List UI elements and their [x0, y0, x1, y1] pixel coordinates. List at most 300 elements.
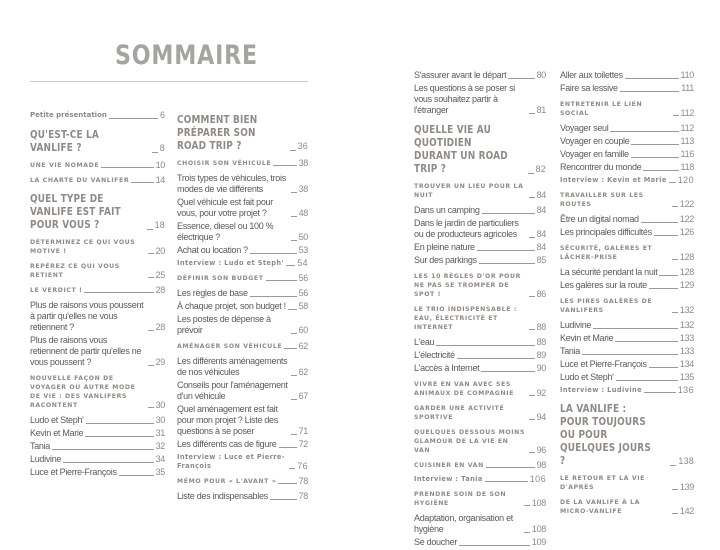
- toc-entry-title: À chaque projet, son budget !: [177, 301, 286, 311]
- toc-page-number: 48: [298, 208, 308, 218]
- leader-line: [631, 144, 678, 145]
- toc-page-number: 84: [536, 229, 546, 239]
- toc-entry-title: Luce et Pierre-François: [30, 467, 117, 477]
- toc-page-number: 110: [680, 70, 694, 80]
- toc-entry-title: L'électricité: [414, 350, 455, 360]
- leader-line: [86, 423, 154, 424]
- toc-page-number: 35: [155, 467, 165, 477]
- toc-entry: [560, 123, 694, 134]
- toc-page-number: 67: [298, 391, 308, 401]
- toc-page-number: 28: [155, 322, 165, 332]
- toc-entry-title: Dans le jardin de particuliers ou de producteurs agricoles: [414, 218, 519, 239]
- toc-entry-title: Interview : Tania: [414, 475, 483, 483]
- leader-line: [625, 78, 679, 79]
- toc-column-1: [30, 110, 165, 480]
- toc-entry: [414, 461, 546, 470]
- toc-page-number: 133: [679, 333, 694, 343]
- toc-entry-title: Les différents cas de figure: [177, 439, 277, 449]
- leader-line: [131, 182, 153, 183]
- toc-page-number: 58: [298, 301, 308, 311]
- toc-page-number: 122: [679, 199, 694, 209]
- toc-entry: [30, 193, 165, 232]
- toc-page-number: 126: [679, 227, 694, 237]
- toc-entry-title: S'assurer avant le départ: [414, 70, 507, 80]
- toc-entry-title: Interview : Ludivine: [560, 386, 642, 394]
- leader-line: [529, 237, 535, 238]
- toc-entry: [560, 297, 694, 315]
- toc-entry: [177, 173, 308, 195]
- toc-entry-title: Kevin et Marie: [30, 428, 84, 438]
- toc-entry-title: PRENDRE SOIN DE SON HYGIÈNE: [414, 491, 507, 507]
- toc-page-number: 90: [536, 363, 546, 373]
- toc-entry-title: Voyager seul: [560, 123, 609, 133]
- toc-page-number: 78: [298, 491, 308, 501]
- toc-page-number: 56: [298, 273, 308, 283]
- toc-page-number: 138: [678, 456, 694, 466]
- toc-entry-title: Être un digital nomad: [560, 214, 639, 224]
- toc-column-3: [414, 70, 546, 550]
- toc-entry: [414, 475, 546, 484]
- leader-line: [279, 447, 297, 448]
- leader-line: [266, 280, 297, 281]
- toc-entry: [560, 320, 694, 331]
- toc-page-number: 56: [298, 288, 308, 298]
- toc-entry-title: ENTRETENIR LE LIEN SOCIAL: [560, 101, 643, 117]
- toc-page-number: 84: [536, 205, 546, 215]
- toc-entry: [414, 513, 546, 535]
- toc-page-number: 60: [298, 325, 308, 335]
- leader-line: [459, 545, 530, 546]
- toc-page-number: 111: [681, 83, 694, 93]
- toc-entry-title: Interview : Luce et Pierre-François: [177, 453, 285, 470]
- toc-page-number: 132: [679, 320, 694, 330]
- toc-page-number: 78: [298, 476, 308, 486]
- toc-page-number: 112: [680, 108, 694, 118]
- toc-entry: [30, 161, 165, 170]
- toc-entry: [414, 124, 546, 176]
- toc-entry: [414, 218, 546, 240]
- leader-line: [479, 263, 535, 264]
- toc-entry-title: QU'EST-CE LA VANLIFE ?: [30, 129, 99, 154]
- toc-page-number: 122: [679, 214, 694, 224]
- leader-line: [529, 197, 535, 198]
- toc-entry: [414, 205, 546, 216]
- toc-page-number: 136: [677, 385, 694, 395]
- toc-page-number: 88: [536, 322, 546, 332]
- leader-line: [291, 216, 297, 217]
- toc-page-number: 88: [536, 337, 546, 347]
- toc-entry-title: Ludivine: [560, 320, 592, 330]
- title-divider: [30, 81, 308, 82]
- leader-line: [582, 354, 678, 355]
- toc-entry-title: VIVRE EN VAN AVEC SES ANIMAUX DE COMPAGNIE: [414, 381, 514, 397]
- toc-entry: [414, 404, 546, 422]
- leader-line: [148, 277, 154, 278]
- toc-entry: [30, 454, 165, 465]
- leader-line: [290, 150, 296, 151]
- leader-line: [673, 115, 679, 116]
- leader-line: [147, 229, 153, 230]
- toc-page-number: 82: [535, 164, 546, 174]
- toc-entry: [414, 363, 546, 374]
- toc-entry: [177, 221, 308, 243]
- toc-entry-title: CUISINER EN VAN: [414, 462, 484, 469]
- toc-entry: [177, 477, 308, 486]
- toc-entry-title: Plus de raisons vous retiennent de partir qu'elles ne vous poussent ?: [30, 335, 142, 367]
- toc-page-number: 34: [155, 454, 165, 464]
- toc-entry-title: Tania: [560, 346, 581, 356]
- toc-entry: [30, 300, 165, 333]
- toc-entry-title: QUELQUES DESSOUS MOINS GLAMOUR DE LA VIE EN VAN: [414, 429, 526, 454]
- toc-entry: [560, 359, 694, 370]
- toc-page-number: 32: [155, 441, 165, 451]
- toc-entry-title: Aller aux toilettes: [560, 70, 623, 80]
- leader-line: [101, 167, 153, 168]
- toc-page-number: 128: [679, 252, 694, 262]
- toc-entry-title: Conseils pour l'aménagement d'un véhicule: [177, 380, 288, 401]
- toc-page-number: 84: [536, 242, 546, 252]
- toc-entry: [560, 149, 694, 160]
- toc-entry-title: Se doucher: [414, 537, 458, 547]
- toc-page-number: 29: [155, 357, 165, 367]
- toc-entry: [560, 280, 694, 291]
- leader-line: [641, 222, 678, 223]
- toc-entry-title: La sécurité pendant la nuit: [560, 267, 658, 277]
- toc-page-number: 36: [297, 141, 308, 151]
- toc-entry: [30, 428, 165, 439]
- toc-page-number: 14: [155, 175, 165, 185]
- toc-entry-title: L'eau: [414, 337, 435, 347]
- toc-entry: [30, 129, 165, 155]
- leader-line: [436, 345, 534, 346]
- leader-line: [289, 468, 295, 469]
- toc-entry-title: REPÉREZ CE QUI VOUS RETIENT: [30, 263, 120, 279]
- toc-page-number: 18: [154, 220, 165, 230]
- leader-line: [486, 467, 535, 468]
- toc-entry: [560, 372, 694, 383]
- leader-line: [508, 78, 534, 79]
- toc-entry-title: Plus de raisons vous poussent à partir qu'elles ne vous retiennent ?: [30, 300, 144, 332]
- toc-entry: [560, 386, 694, 395]
- leader-line: [529, 329, 535, 330]
- toc-page-number: 129: [679, 280, 694, 290]
- toc-entry-title: AMÉNAGER SON VÉHICULE: [177, 343, 283, 350]
- toc-entry-title: LA VANLIFE : POUR TOUJOURS OU POUR QUELQUES JOURS ?: [560, 403, 651, 467]
- toc-page-number: 38: [298, 158, 308, 168]
- leader-line: [291, 333, 297, 334]
- toc-page-number: 133: [679, 346, 694, 356]
- toc-page-number: 38: [298, 184, 308, 194]
- toc-entry-title: COMMENT BIEN PRÉPARER SON ROAD TRIP ?: [177, 114, 258, 152]
- leader-line: [278, 483, 296, 484]
- toc-entry: [177, 114, 308, 153]
- toc-page-number: 25: [155, 270, 165, 280]
- toc-page-number: 8: [159, 143, 165, 153]
- leader-line: [482, 213, 535, 214]
- leader-line: [610, 131, 678, 132]
- toc-entry: [414, 490, 546, 508]
- toc-entry-title: Les postes de dépense à prévoir: [177, 314, 271, 335]
- toc-page-number: 112: [680, 123, 694, 133]
- toc-page-number: 128: [679, 267, 694, 277]
- toc-page-number: 84: [536, 190, 546, 200]
- toc-entry: [177, 274, 308, 283]
- toc-entry: [30, 176, 165, 185]
- toc-entry: [177, 356, 308, 378]
- toc-page-number: 31: [155, 428, 165, 438]
- toc-page-number: 30: [155, 400, 165, 410]
- toc-entry-title: Essence, diesel ou 100 % électrique ?: [177, 221, 274, 242]
- leader-line: [654, 235, 678, 236]
- leader-line: [593, 328, 678, 329]
- toc-entry-title: En pleine nature: [414, 242, 475, 252]
- toc-page-number: 54: [297, 258, 308, 268]
- toc-entry-title: Luce et Pierre-François: [560, 359, 647, 369]
- toc-entry: [177, 245, 308, 256]
- toc-entry: [30, 110, 165, 121]
- toc-page-number: 62: [298, 367, 308, 377]
- leader-line: [477, 250, 535, 251]
- toc-entry-title: TRAVAILLER SUR LES ROUTES: [560, 192, 644, 208]
- leader-line: [291, 434, 297, 435]
- toc-entry-title: Sur des parkings: [414, 255, 477, 265]
- toc-entry: [414, 305, 546, 332]
- toc-entry: [560, 136, 694, 147]
- toc-entry-title: QUELLE VIE AU QUOTIDIEN DURANT UN ROAD TRIP ?: [414, 124, 508, 175]
- toc-entry-title: L'accès à Internet: [414, 363, 480, 373]
- toc-entry-title: Rencontrer du monde: [560, 162, 642, 172]
- toc-entry: [560, 227, 694, 238]
- toc-entry-title: Dans un camping: [414, 205, 480, 215]
- toc-entry: [177, 404, 308, 437]
- leader-line: [288, 309, 297, 310]
- toc-page-number: 108: [531, 524, 546, 534]
- leader-line: [119, 475, 154, 476]
- leader-line: [481, 371, 534, 372]
- toc-entry-title: QUEL TYPE DE VANLIFE EST FAIT POUR VOUS ?: [30, 193, 121, 231]
- leader-line: [649, 367, 678, 368]
- toc-page-number: 94: [536, 412, 546, 422]
- leader-line: [529, 395, 535, 396]
- toc-entry-title: Les différents aménagements de nos véhicules: [177, 356, 288, 377]
- toc-entry-title: GARDER UNE ACTIVITÉ SPORTIVE: [414, 405, 505, 421]
- leader-line: [291, 240, 297, 241]
- toc-entry-title: Adaptation, organisation et hygiène: [414, 513, 513, 534]
- leader-line: [672, 513, 678, 514]
- toc-entry: [560, 100, 694, 118]
- leader-line: [109, 118, 158, 119]
- toc-entry: [560, 176, 694, 185]
- toc-entry: [30, 374, 165, 410]
- toc-page-number: 20: [155, 246, 165, 256]
- leader-line: [63, 462, 153, 463]
- toc-entry: [30, 467, 165, 478]
- toc-page-number: 53: [298, 245, 308, 255]
- leader-line: [286, 265, 295, 266]
- toc-entry-title: LES PIRES GALÈRES DE VANLIFERS: [560, 298, 653, 314]
- toc-entry-title: Quel aménagement est fait pour mon projet ? Liste des questions à se poser: [177, 404, 278, 436]
- leader-line: [84, 292, 153, 293]
- toc-entry: [177, 259, 308, 268]
- toc-page-number: 113: [680, 136, 694, 146]
- toc-entry: [560, 333, 694, 344]
- leader-line: [669, 182, 676, 183]
- toc-entry: [30, 238, 165, 256]
- leader-line: [616, 380, 678, 381]
- toc-entry-title: Les principales difficultés: [560, 227, 652, 237]
- toc-entry: [177, 314, 308, 336]
- leader-line: [291, 192, 297, 193]
- toc-entry-title: Les règles de base: [177, 288, 248, 298]
- toc-page-number: 50: [298, 232, 308, 242]
- toc-page-number: 134: [679, 359, 694, 369]
- toc-page-number: 139: [679, 482, 694, 492]
- toc-entry-title: Ludo et Steph': [560, 372, 614, 382]
- leader-line: [485, 481, 528, 482]
- leader-line: [524, 505, 530, 506]
- toc-page-number: 96: [536, 445, 546, 455]
- leader-line: [620, 91, 679, 92]
- toc-entry: [560, 244, 694, 262]
- leader-line: [148, 407, 154, 408]
- leader-line: [524, 532, 530, 533]
- toc-entry-title: Achat ou location ?: [177, 245, 248, 255]
- leader-line: [250, 296, 297, 297]
- toc-entry: [560, 191, 694, 209]
- leader-line: [291, 375, 297, 376]
- toc-entry: [414, 337, 546, 348]
- toc-page-number: 142: [679, 506, 694, 516]
- toc-entry-title: Ludo et Steph': [30, 415, 84, 425]
- toc-entry: [177, 439, 308, 450]
- toc-entry-title: Les questions à se poser si vous souhaitez partir à l'étranger: [414, 83, 515, 115]
- leader-line: [670, 465, 676, 466]
- toc-entry-title: MÉMO POUR « L'AVANT »: [177, 478, 277, 485]
- toc-page-number: 116: [680, 149, 694, 159]
- toc-page-number: 92: [536, 388, 546, 398]
- toc-entry-title: Faire sa lessive: [560, 83, 618, 93]
- toc-page-number: 6: [159, 110, 165, 120]
- toc-entry: [30, 335, 165, 368]
- toc-page-number: 118: [680, 162, 694, 172]
- leader-line: [284, 348, 296, 349]
- toc-page-number: 76: [297, 461, 308, 471]
- toc-entry: [177, 301, 308, 312]
- toc-entry: [30, 286, 165, 295]
- toc-page-number: 98: [536, 460, 546, 470]
- toc-entry-title: Trois types de véhicules, trois modes de vie différents: [177, 173, 286, 194]
- toc-page-number: 86: [536, 289, 546, 299]
- leader-line: [672, 206, 678, 207]
- toc-entry-title: LE VERDICT !: [30, 287, 83, 294]
- toc-entry: [414, 83, 546, 116]
- toc-entry-title: Petite présentation: [30, 111, 107, 119]
- toc-page-number: 108: [531, 498, 546, 508]
- page-title: SOMMAIRE: [115, 40, 258, 71]
- toc-entry-title: Voyager en couple: [560, 136, 630, 146]
- toc-entry-title: Voyager en famille: [560, 149, 629, 159]
- toc-entry-title: Interview : Ludo et Steph': [177, 259, 284, 267]
- toc-entry: [177, 380, 308, 402]
- toc-entry-title: Les galères sur la route: [560, 280, 647, 290]
- toc-entry: [177, 288, 308, 299]
- toc-entry: [177, 197, 308, 219]
- leader-line: [52, 449, 154, 450]
- toc-entry-title: Kevin et Marie: [560, 333, 614, 343]
- toc-page-number: 135: [679, 372, 694, 382]
- leader-line: [672, 489, 678, 490]
- toc-page-number: 106: [529, 474, 546, 484]
- toc-entry: [177, 159, 308, 168]
- toc-column-4: [560, 70, 694, 521]
- leader-line: [643, 170, 678, 171]
- toc-entry: [414, 182, 546, 200]
- toc-page-number: 85: [536, 255, 546, 265]
- toc-entry-title: NOUVELLE FAÇON DE VOYAGER OU AUTRE MODE DE VIE : DES VANLIFERS RACONTENT: [30, 375, 136, 409]
- toc-entry: [560, 498, 694, 516]
- leader-line: [644, 392, 676, 393]
- toc-entry-title: LES 10 RÈGLES D'OR POUR NE PAS SE TROMPER DE SPOT !: [414, 273, 521, 298]
- toc-column-2: [177, 106, 308, 504]
- toc-entry-title: LE TRIO INDISPENSABLE : EAU, ÉLECTRICITÉ ET INTERNET: [414, 306, 517, 331]
- toc-entry-title: UNE VIE NOMADE: [30, 162, 100, 169]
- toc-entry: [177, 491, 308, 502]
- toc-page-number: 72: [298, 439, 308, 449]
- leader-line: [270, 499, 297, 500]
- toc-page-number: 28: [155, 285, 165, 295]
- toc-page-number: 120: [677, 175, 694, 185]
- leader-line: [649, 288, 678, 289]
- toc-entry-title: Interview : Kevin et Marie: [560, 176, 667, 184]
- leader-line: [85, 436, 153, 437]
- leader-line: [152, 152, 158, 153]
- toc-entry: [560, 267, 694, 278]
- toc-entry: [414, 272, 546, 299]
- leader-line: [529, 113, 535, 114]
- leader-line: [148, 365, 154, 366]
- leader-line: [291, 399, 297, 400]
- toc-entry-title: DÉTERMINEZ CE QUI VOUS MOTIVE !: [30, 239, 136, 255]
- toc-entry-title: TROUVER UN LIEU POUR LA NUIT: [414, 183, 524, 199]
- leader-line: [672, 259, 678, 260]
- toc-entry-title: Ludivine: [30, 454, 62, 464]
- toc-entry-title: LE RETOUR ET LA VIE D'APRÈS: [560, 475, 645, 491]
- leader-line: [273, 165, 296, 166]
- leader-line: [631, 157, 679, 158]
- toc-entry-title: Tania: [30, 441, 51, 451]
- leader-line: [528, 173, 534, 174]
- toc-page-number: 62: [298, 341, 308, 351]
- toc-entry: [177, 453, 308, 471]
- toc-page-number: 89: [536, 350, 546, 360]
- toc-entry-title: LA CHARTE DU VANLIFER: [30, 177, 130, 184]
- toc-entry: [414, 70, 546, 81]
- toc-page-number: 81: [536, 105, 546, 115]
- toc-entry-title: Liste des indispensables: [177, 491, 268, 501]
- toc-entry-title: DÉFINIR SON BUDGET: [177, 275, 264, 282]
- toc-page-number: 10: [155, 160, 165, 170]
- toc-entry: [414, 242, 546, 253]
- toc-entry: [560, 403, 694, 468]
- toc-page-number: 80: [536, 70, 546, 80]
- toc-entry: [414, 380, 546, 398]
- toc-entry-title: Quel véhicule est fait pour vous, pour votre projet ?: [177, 197, 273, 218]
- toc-entry: [560, 162, 694, 173]
- toc-entry-title: CHOISIR SON VÉHICULE: [177, 160, 272, 167]
- leader-line: [659, 275, 677, 276]
- leader-line: [529, 296, 535, 297]
- toc-entry: [177, 342, 308, 351]
